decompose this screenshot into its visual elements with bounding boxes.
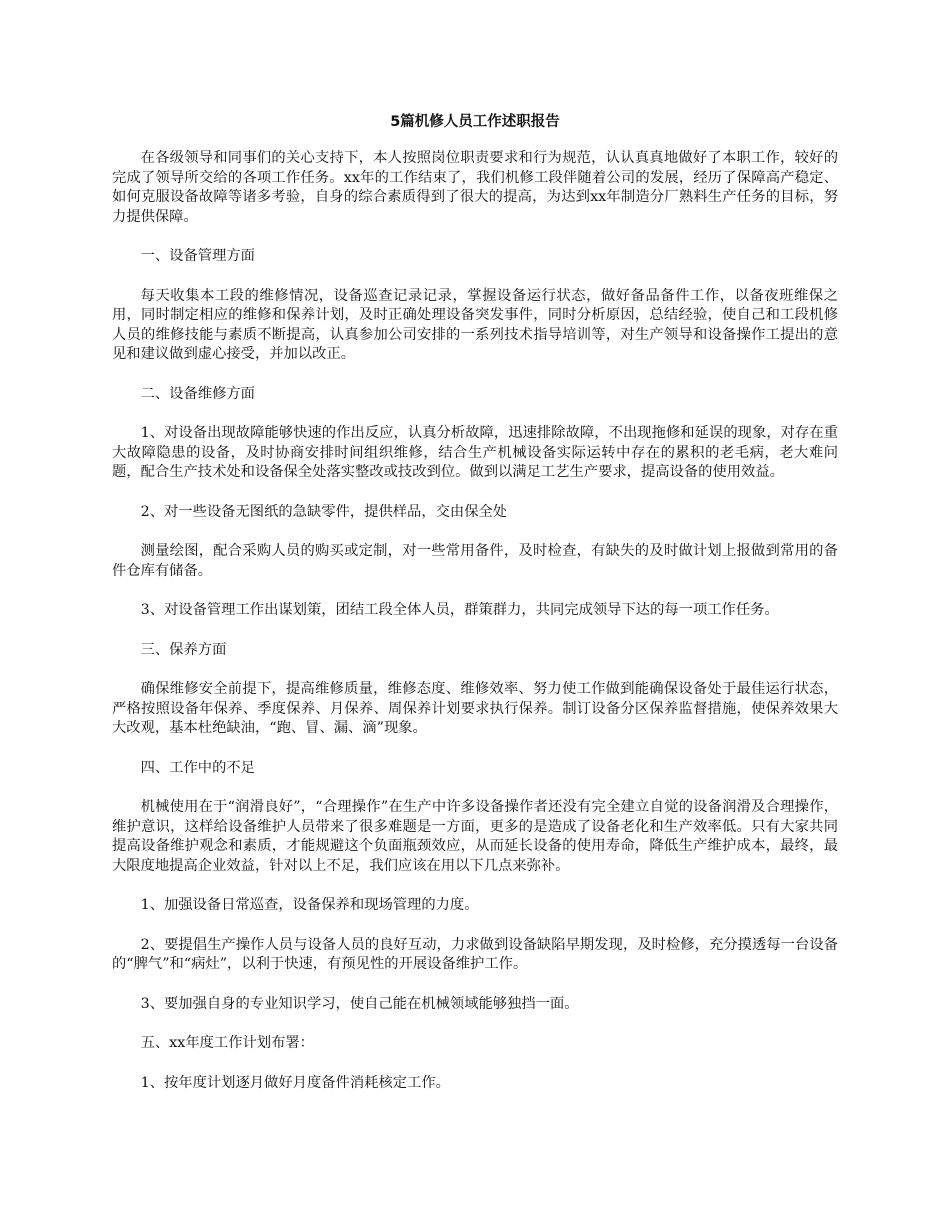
paragraph-improvement-1: 1、加强设备日常巡查，设备保养和现场管理的力度。 xyxy=(140,897,479,913)
document-body xyxy=(112,112,838,1093)
paragraph-repair-item-3: 3、对设备管理工作出谋划策，团结工段全体人员，群策群力，共同完成领导下达的每一项工作任务。 xyxy=(140,602,779,618)
paragraph-maintenance: 确保维修安全前提下，提高维修质量，维修态度、维修效率、努力使工作做到能确保设备处于最佳运行状态，严格按照设备年保养、季度保养、月保养、周保养计划要求执行保养。制订设备分区保养监督措施，使保养效果大大改观，基本杜绝缺油，“跑、冒、漏、滴”现象。 xyxy=(112,681,838,736)
section-heading-equipment-management: 一、设备管理方面 xyxy=(140,248,255,264)
paragraph-improvement-3: 3、要加强自身的专业知识学习，使自己能在机械领域能够独挡一面。 xyxy=(140,995,579,1012)
document-title: 5篇机修人员工作述职报告 xyxy=(390,114,560,130)
paragraph-repair-item-1: 1、对设备出现故障能够快速的作出反应，认真分析故障，迅速排除故障，不出现拖修和延误的现象，对存在重大故障隐患的设备，及时协商安排时间组织维修，结合生产机械设备实际运转中存在的累积的老毛病，老大难问题，配合生产技术处和设备保全处落实整改或技改到位。做到以满足工艺生产要求，提高设备的使用效益。 xyxy=(112,425,838,480)
paragraph-repair-item-2-continued: 测量绘图，配合采购人员的购买或定制，对一些常用备件，及时检查，有缺失的及时做计划上报做到常用的备件仓库有储备。 xyxy=(112,543,838,579)
paragraph-shortcomings: 机械使用在于“润滑良好”，“合理操作”在生产中许多设备操作者还没有完全建立自觉的设备润滑及合理操作，维护意识，这样给设备维护人员带来了很多难题是一方面，更多的是造成了设备老化和生产效率低。只有大家共同提高设备维护观念和素质，才能规避这个负面瓶颈效应，从而延长设备的使用寿命，降低生产维护成本，最终，最大限度地提高企业效益，针对以上不足，我们应该在用以下几点来弥补。 xyxy=(112,799,838,874)
section-heading-work-plan: 五、xx年度工作计划布署： xyxy=(140,1035,314,1051)
paragraph-intro: 在各级领导和同事们的关心支持下，本人按照岗位职责要求和行为规范，认认真真地做好了本职工作，较好的完成了领导所交给的各项工作任务。xx年的工作结束了，我们机修工段伴随着公司的发展，经历了保障高产稳定、如何克服设备故障等诸多考验，自身的综合素质得到了很大的提高，为达到xx年制造分厂熟料生产任务的目标，努力提供保障。 xyxy=(112,150,838,225)
section-heading-shortcomings: 四、工作中的不足 xyxy=(140,759,255,776)
section-heading-maintenance: 三、保养方面 xyxy=(140,641,227,658)
paragraph-equipment-management: 每天收集本工段的维修情况，设备巡查记录记录，掌握设备运行状态，做好备品备件工作，以备夜班维保之用，同时制定相应的维修和保养计划，及时正确处理设备突发事件，同时分析原因，总结经验，使自己和工段机修人员的维修技能与素质不断提高，认真参加公司安排的一系列技术指导培训等，对生产领导和设备操作工提出的意见和建议做到虚心接受，并加以改正。 xyxy=(112,287,838,362)
paragraph-repair-item-2: 2、对一些设备无图纸的急缺零件，提供样品，交由保全处 xyxy=(140,503,508,520)
paragraph-plan-item-1: 1、按年度计划逐月做好月度备件消耗核定工作。 xyxy=(140,1074,450,1091)
paragraph-improvement-2: 2、要提倡生产操作人员与设备人员的良好互动，力求做到设备缺陷早期发现，及时检修，充分摸透每一台设备的“脾气”和“病灶”，以利于快速，有预见性的开展设备维护工作。 xyxy=(112,936,838,972)
section-heading-equipment-repair: 二、设备维修方面 xyxy=(140,385,255,402)
